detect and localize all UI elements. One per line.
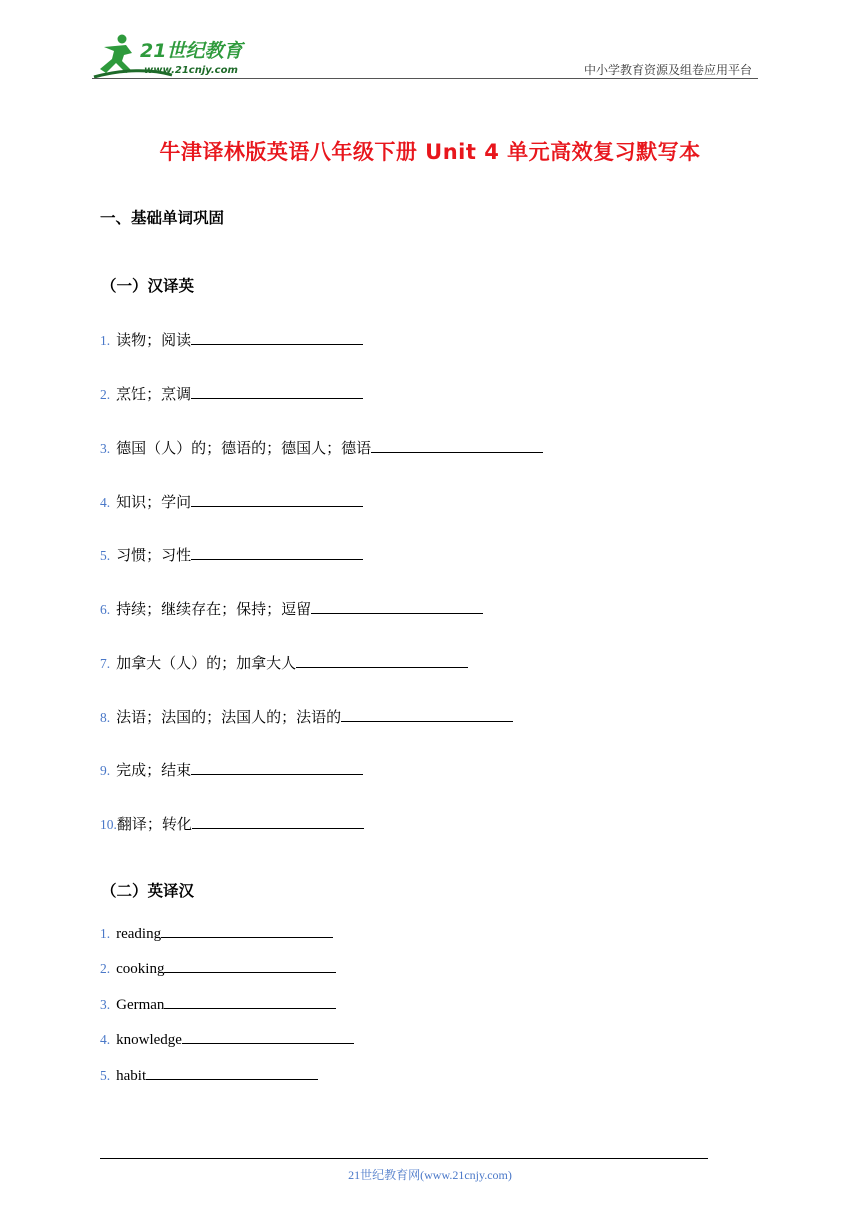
list-item bbox=[100, 1030, 354, 1049]
document-title: 牛津译林版英语八年级下册 Unit 4 单元高效复习默写本 bbox=[159, 140, 701, 164]
item-text: 翻译；转化 bbox=[116, 815, 192, 833]
item-text: habit bbox=[116, 1068, 147, 1084]
item-text: knowledge bbox=[116, 1032, 182, 1048]
item-text: 德国（人）的；德语的；德国人；德语 bbox=[116, 439, 372, 457]
item-text: 完成；结束 bbox=[116, 761, 192, 779]
item-text: 法语；法国的；法国人的；法语的 bbox=[116, 708, 342, 726]
item-number: 4. bbox=[100, 1032, 111, 1047]
item-number: 10. bbox=[100, 817, 117, 832]
item-number: 7. bbox=[100, 656, 111, 671]
list-item bbox=[100, 959, 336, 978]
part-heading-en-to-cn: （二）英译汉 bbox=[101, 882, 195, 900]
answer-blank[interactable] bbox=[164, 959, 336, 973]
list-item bbox=[100, 813, 364, 834]
answer-blank[interactable] bbox=[191, 761, 363, 775]
answer-blank[interactable] bbox=[191, 385, 363, 399]
item-number: 9. bbox=[100, 763, 111, 778]
answer-blank[interactable] bbox=[191, 546, 363, 560]
list-item bbox=[100, 598, 483, 619]
item-text: 烹饪；烹调 bbox=[116, 385, 192, 403]
list-item bbox=[100, 437, 543, 458]
item-number: 2. bbox=[100, 961, 111, 976]
answer-blank[interactable] bbox=[192, 815, 364, 829]
item-text: 读物；阅读 bbox=[116, 331, 192, 349]
item-number: 1. bbox=[100, 333, 111, 348]
item-text: German bbox=[116, 997, 165, 1013]
logo-url: www.21cnjy.com bbox=[144, 65, 238, 76]
item-number: 4. bbox=[100, 495, 111, 510]
item-number: 1. bbox=[100, 926, 111, 941]
item-text: cooking bbox=[116, 961, 165, 977]
item-number: 6. bbox=[100, 602, 111, 617]
header-divider bbox=[92, 78, 758, 79]
list-item bbox=[100, 491, 363, 512]
item-number: 2. bbox=[100, 387, 111, 402]
part-heading-cn-to-en: （一）汉译英 bbox=[101, 277, 195, 295]
list-item bbox=[100, 652, 468, 673]
item-text: 加拿大（人）的；加拿大人 bbox=[116, 654, 297, 672]
footer-link[interactable]: 21世纪教育网(www.21cnjy.com) bbox=[348, 1168, 512, 1182]
list-item bbox=[100, 924, 333, 943]
item-text: 习惯；习性 bbox=[116, 546, 192, 564]
item-text: reading bbox=[116, 926, 162, 942]
answer-blank[interactable] bbox=[296, 654, 468, 668]
answer-blank[interactable] bbox=[311, 600, 483, 614]
list-item bbox=[100, 329, 363, 350]
item-text: 知识；学问 bbox=[116, 493, 192, 511]
answer-blank[interactable] bbox=[191, 493, 363, 507]
list-item bbox=[100, 1066, 318, 1085]
section-heading: 一、基础单词巩固 bbox=[100, 209, 225, 227]
item-text: 持续；继续存在；保持；逗留 bbox=[116, 600, 312, 618]
item-number: 3. bbox=[100, 997, 111, 1012]
answer-blank[interactable] bbox=[191, 331, 363, 345]
answer-blank[interactable] bbox=[161, 924, 333, 938]
list-item bbox=[100, 759, 363, 780]
list-item bbox=[100, 995, 336, 1014]
item-number: 8. bbox=[100, 710, 111, 725]
list-item bbox=[100, 706, 513, 727]
answer-blank[interactable] bbox=[371, 439, 543, 453]
logo bbox=[92, 33, 262, 79]
answer-blank[interactable] bbox=[146, 1066, 318, 1080]
platform-tagline: 中小学教育资源及组卷应用平台 bbox=[583, 63, 752, 77]
answer-blank[interactable] bbox=[164, 995, 336, 1009]
list-item bbox=[100, 544, 363, 565]
item-number: 3. bbox=[100, 441, 111, 456]
list-item bbox=[100, 383, 363, 404]
item-number: 5. bbox=[100, 548, 111, 563]
item-number: 5. bbox=[100, 1068, 111, 1083]
answer-blank[interactable] bbox=[341, 708, 513, 722]
answer-blank[interactable] bbox=[182, 1030, 354, 1044]
footer-divider bbox=[100, 1158, 708, 1159]
logo-text: 21世纪教育 bbox=[140, 40, 243, 62]
